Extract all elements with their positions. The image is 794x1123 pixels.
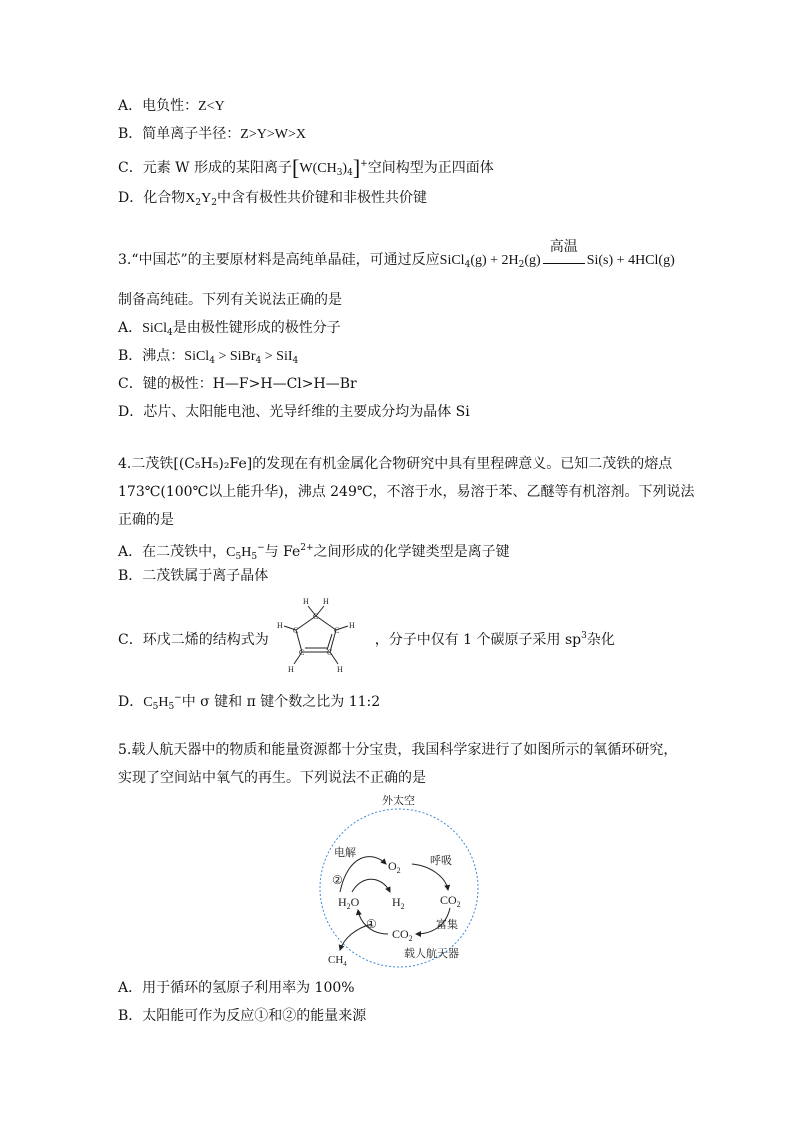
enrichment-label: 富集 <box>436 919 458 931</box>
q4-stem-line3: 正确的是 <box>118 512 174 528</box>
q5-stem-line1: 5.载人航天器中的物质和能量资源都十分宝贵，我国科学家进行了如图所示的氧循环研究， <box>118 742 678 758</box>
q2-option-c: C．元素 W 形成的某阳离子$[W(CH_3)_4]^+$空间构型为正四面体 <box>118 155 494 180</box>
q4-stem-line1: 4.二茂铁[(C₅H₅)₂Fe]的发现在有机金属化合物研究中具有里程碑意义。已知二茂铁的熔点 <box>118 456 673 472</box>
atom-c: C <box>313 612 319 621</box>
q4-stem-line2: 173℃(100℃以上能升华)，沸点 249℃，不溶于水，易溶于苯、乙醚等有机溶剂。下列说法 <box>118 484 695 500</box>
q3-option-d: D．芯片、太阳能电池、光导纤维的主要成分均为晶体 Si <box>118 404 470 420</box>
q2-option-a: A．电负性：Z<Y <box>118 98 225 114</box>
reaction-2-marker: ② <box>332 873 343 887</box>
q3-option-b: B．沸点：SiCl$_4$ > SiBr$_4$ > SiI$_4$ <box>118 348 299 366</box>
reaction-condition: 高温 <box>543 254 585 264</box>
q4-option-d: D．$C_5H_5^-$中 σ 键和 π 键个数之比为 11:2 <box>118 693 381 712</box>
atom-h: H <box>323 597 329 606</box>
atom-c: C <box>293 626 299 635</box>
q5-option-b: B．太阳能可作为反应①和②的能量来源 <box>118 1008 367 1024</box>
atom-h: H <box>337 665 343 674</box>
oxygen-cycle-diagram <box>300 792 500 972</box>
q2-option-b: B．简单离子半径：Z>Y>W>X <box>118 126 306 142</box>
q3-option-c: C．键的极性：H—F>H—Cl>H—Br <box>118 376 357 392</box>
q5-option-a: A．用于循环的氢原子利用率为 100% <box>118 980 355 996</box>
reaction-1-marker: ① <box>366 917 377 931</box>
q4-option-c: C．环戊二烯的结构式为 ，分子中仅有 1 个碳原子采用 $sp^3$杂化 <box>118 631 615 648</box>
o2-label: $O_2$ <box>388 859 401 875</box>
atom-c: C <box>334 626 340 635</box>
atom-h: H <box>349 621 355 630</box>
co2-bottom-label: $CO_2$ <box>392 927 413 943</box>
cyclopentadiene-structure <box>268 594 372 678</box>
q4-option-a: A．在二茂铁中，$C_5H_5^-$与 $Fe^{2+}$之间形成的化学键类型是离子键 <box>118 543 510 562</box>
breathing-label: 呼吸 <box>430 855 452 867</box>
q2-option-d: D．化合物$X_2Y_2$中含有极性共价键和非极性共价键 <box>118 190 427 208</box>
co2-right-label: $CO_2$ <box>440 893 461 909</box>
h2o-label: $H_2O$ <box>338 895 360 911</box>
atom-c: C <box>299 648 305 657</box>
atom-h: H <box>288 665 294 674</box>
atom-c: C <box>327 648 333 657</box>
electrolysis-label: 电解 <box>334 847 356 859</box>
q5-stem-line2: 实现了空间站中氧气的再生。下列说法不正确的是 <box>118 770 426 786</box>
q3-stem-line2: 制备高纯硅。下列有关说法正确的是 <box>118 292 342 308</box>
atom-h: H <box>303 597 309 606</box>
q4-option-b: B．二茂铁属于离子晶体 <box>118 568 269 584</box>
h2-label: $H_2$ <box>392 895 405 911</box>
q3-stem-line1: 3.“中国芯”的主要原材料是高纯单晶硅，可通过反应SiCl$_4$(g) + $2H_2(g)$ 高温 Si(s) + 4HCl(g) <box>118 239 675 270</box>
outer-space-label: 外太空 <box>382 795 415 807</box>
q3-option-a: A．SiCl$_4$是由极性键形成的极性分子 <box>118 320 341 338</box>
ch4-label: $CH_4$ <box>328 954 347 968</box>
atom-h: H <box>277 621 283 630</box>
spacecraft-label: 载人航天器 <box>404 948 459 960</box>
